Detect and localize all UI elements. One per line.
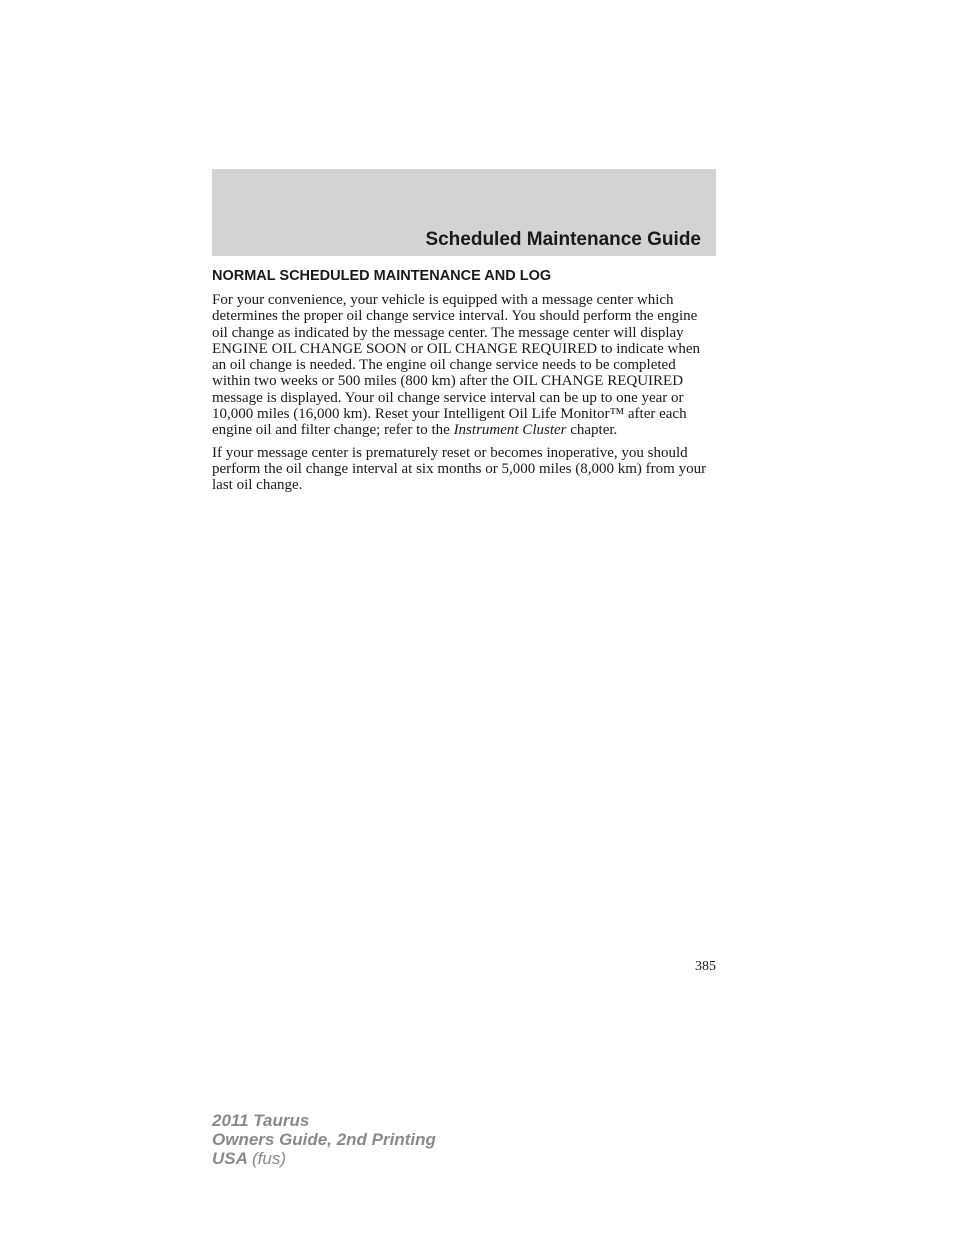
instrument-cluster-reference: Instrument Cluster [453,422,567,439]
chapter-header-band [212,169,716,256]
footer-edition: Owners Guide, 2nd Printing [212,1130,436,1149]
chapter-title: Scheduled Maintenance Guide [425,229,701,250]
paragraph-oil-change-interval [212,292,716,439]
paragraph-text-before: For your convenience, your vehicle is equipped with a message center which determines the proper oil change service interval. You should perform the engine oil change as indicated by the message center. The message center will display ENGINE OIL CHANGE SOON or OIL CHANGE REQUIRED to indicate when an oil change is needed. The engine oil change service needs to be completed within two weeks or 500 miles (800 km) after the OIL CHANGE REQUIRED message is displayed. Your oil change service interval can be up to one year or 10,000 miles (16,000 km). Reset your Intelligent Oil Life Monitor™ after each engine oil and filter change; refer to the [212,292,700,439]
footer-region-main: USA [212,1149,248,1168]
footer-region [212,1149,436,1168]
footer-model: 2011 Taurus [212,1111,310,1130]
section-heading: NORMAL SCHEDULED MAINTENANCE AND LOG [212,268,552,284]
paragraph-reset-fallback: If your message center is prematurely reset or becomes inoperative, you should perform the oil change interval at six months or 5,000 miles (8,000 km) from your last oil change. [212,444,707,494]
main-content [212,266,716,500]
document-footer [212,1111,436,1168]
footer-region-code: (fus) [252,1149,286,1168]
page-number: 385 [695,959,716,974]
paragraph-text-after: chapter. [566,422,618,439]
